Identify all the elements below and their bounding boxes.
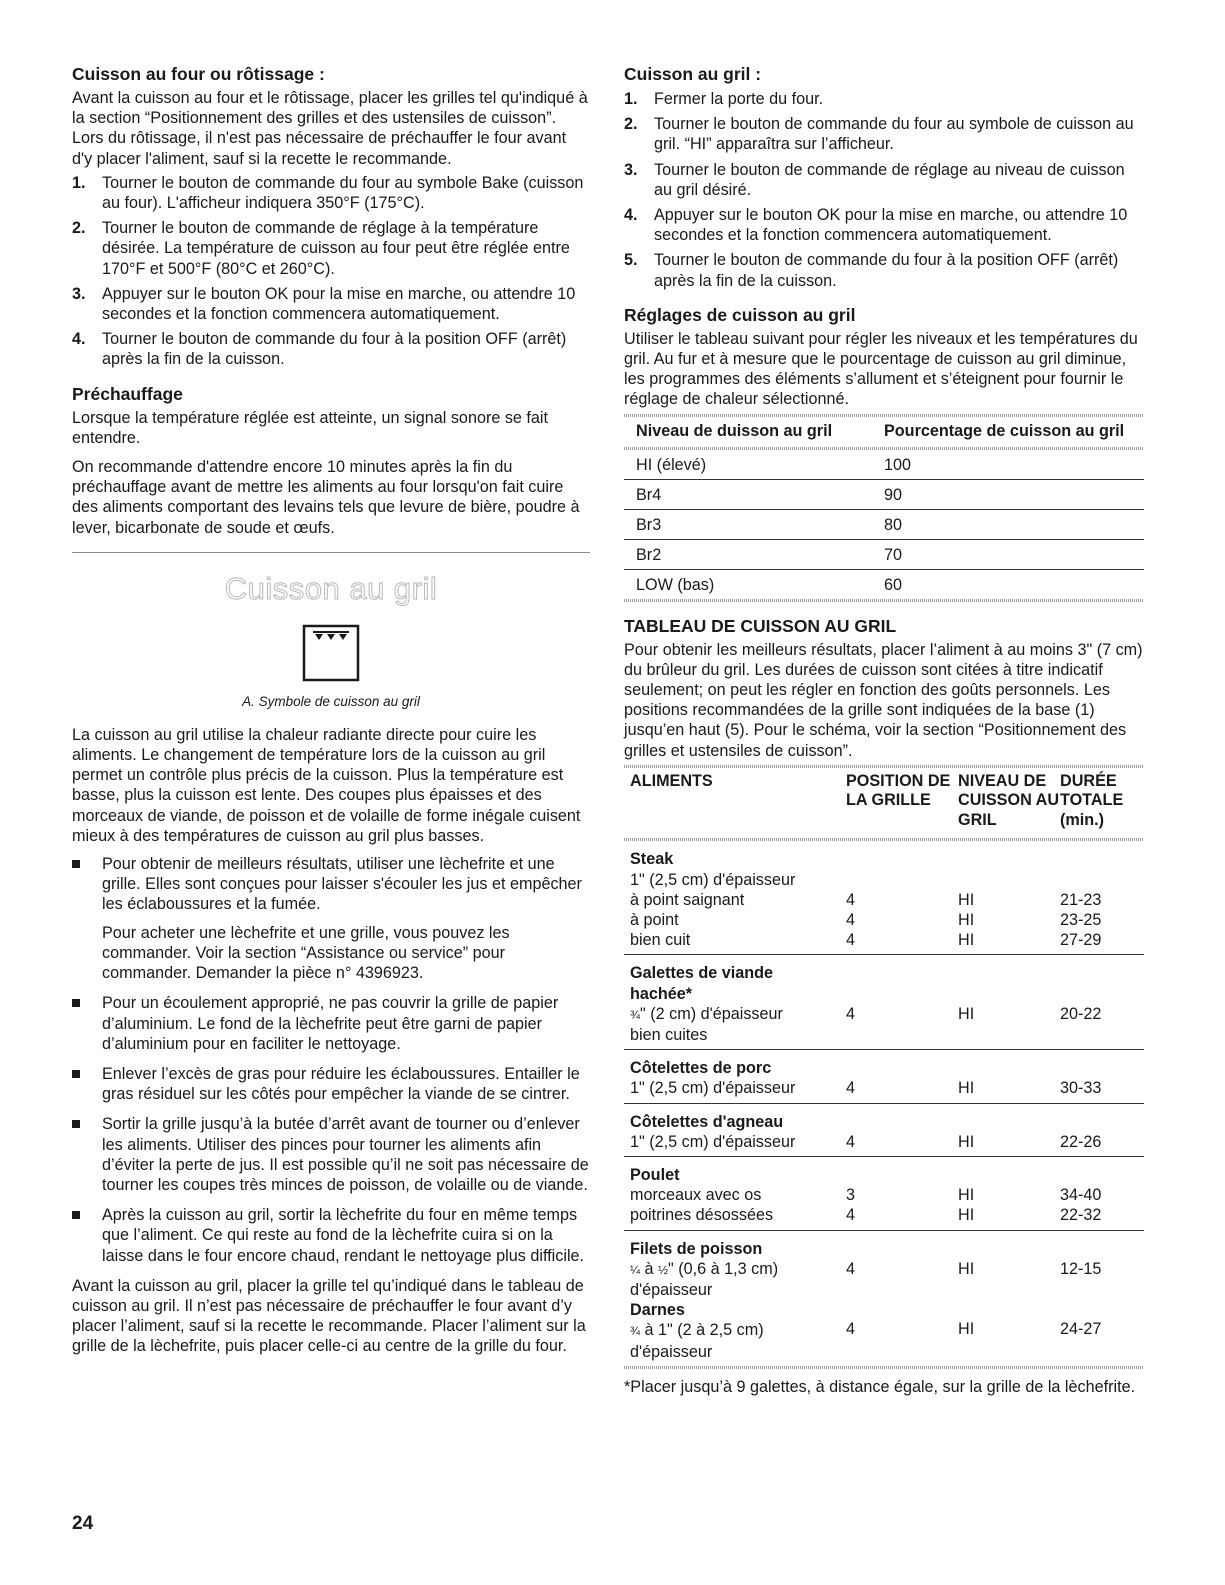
table-row: Filets de poisson ¼ à ½" (0,6 à 1,3 cm) d'épaisseur Darnes ¾ à 1" (2 à 2,5 cm) d'épaisseur 4 4 HI HI 12-15 24-27 — [630, 1239, 1102, 1361]
bullet-square-icon — [72, 999, 80, 1007]
broil-settings-table — [624, 417, 1144, 447]
preheat-p1: Lorsque la température réglée est atteinte, un signal sonore se fait entendre. — [72, 408, 549, 447]
left-column — [72, 64, 590, 1357]
bullet-square-icon — [72, 1070, 80, 1078]
settings-heading: Réglages de cuisson au gril — [624, 304, 856, 325]
table-bottom-rule — [624, 599, 1144, 602]
table-row: Br4 90 — [624, 479, 1144, 509]
preheat-heading: Préchauffage — [72, 383, 183, 404]
bullet-square-icon — [72, 1211, 80, 1219]
tip-item: Après la cuisson au gril, sortir la lèchefrite du four en même temps que l’aliment. Ce qui reste au fond de la lèchefrite cuira si on la laisse dans le four encore chaud, rendant le nettoyage plus difficile. — [72, 1205, 590, 1266]
tip-item: Pour obtenir de meilleurs résultats, utiliser une lèchefrite et une grille. Elles sont conçues pour laisser s'écouler les jus et empêcher les éclaboussures et la fumée. Pour acheter une lèchefrite et une grille, vous pouvez les commander. Voir la section “Assistance ou service” pour commander. Demander la pièce n° 4396923. — [72, 854, 590, 983]
table-row: LOW (bas) 60 — [636, 575, 903, 594]
table-header-row — [624, 768, 1144, 839]
broil-symbol-icon — [299, 621, 363, 685]
column-header-food: ALIMENTS — [630, 771, 713, 790]
table-row: Br3 80 — [624, 509, 1144, 539]
section-divider — [72, 552, 590, 553]
page-number: 24 — [72, 1513, 94, 1534]
broil-chart-table — [624, 768, 1144, 839]
broiling-step: 3. Tourner le bouton de commande de réglage au niveau de cuisson au gril désiré. — [624, 160, 1125, 199]
broil-intro: La cuisson au gril utilise la chaleur radiante directe pour cuire les aliments. Le changement de température lors de la cuisson au gril permet un contrôle plus précis de la cuisson. Plus la température est basse, plus la cuisson est lente. Des coupes plus épaisses et des morceaux de viande, de poisson et de volaille de forme inégale cuisent mieux à des températures de cuisson au gril plus basses. — [72, 725, 581, 845]
table-row: HI (élevé) 100 — [624, 450, 1144, 480]
bullet-square-icon — [72, 860, 80, 868]
baking-step: 3. Appuyer sur le bouton OK pour la mise en marche, ou attendre 10 secondes et la fonction commencera automatiquement. — [72, 284, 576, 324]
broiling-step: 2. Tourner le bouton de commande du four au symbole de cuisson au gril. “HI” apparaîtra sur l’afficheur. — [624, 115, 1134, 154]
table-header-row — [624, 417, 1144, 447]
baking-step: 2. Tourner le bouton de commande de réglage à la température désirée. La température de cuisson au four peut être réglée entre 170°F et 500°F (80°C et 260°C). — [72, 219, 570, 278]
column-header-level: NIVEAU DE CUISSON AU GRIL — [958, 771, 1060, 829]
baking-intro: Avant la cuisson au four et le rôtissage, placer les grilles tel qu'indiqué à la section “Positionnement des grilles et des ustensiles de cuisson”. Lors du rôtissage, il n'est pas nécessaire de préchauffer le four avant d'y placer l'aliment, sauf si la recette le recommande. — [72, 89, 588, 168]
broil-symbol-figure — [72, 621, 590, 690]
table-row: Galettes de viande hachée* ¾" (2 cm) d'épaisseur bien cuites 4 HI 20-22 — [624, 955, 1144, 1050]
column-header-time: DURÉE TOTALE (min.) — [1060, 771, 1124, 829]
broil-chart-body — [624, 841, 1144, 1365]
table-row: Steak 1" (2,5 cm) d'épaisseur à point saignant à point bien cuit 4 4 4 HI HI HI 21-23 23-25 27-29 — [624, 841, 1144, 955]
broiling-heading: Cuisson au gril : — [624, 64, 762, 84]
right-column — [624, 64, 1144, 1397]
bullet-square-icon — [72, 1120, 80, 1128]
tip-item: Sortir la grille jusqu’à la butée d’arrêt avant de tourner ou d’enlever les aliments. Utiliser des pinces pour tourner les aliments afin d’éviter la perte de jus. Il est possible qu’il ne soit pas nécessaire de tourner les coupes très minces de poisson, de volaille ou de viande. — [72, 1114, 590, 1195]
broil-chart-heading: TABLEAU DE CUISSON AU GRIL — [624, 615, 897, 636]
column-header: Niveau de duisson au gril — [636, 421, 833, 440]
baking-heading: Cuisson au four ou rôtissage : — [72, 64, 325, 84]
broil-outro: Avant la cuisson au gril, placer la grille tel qu’indiqué dans le tableau de cuisson au gril. Il n’est pas nécessaire de préchauffer le four avant d’y placer l’aliment, sauf si la recette le recommande. Placer l’aliment sur la grille de la lèchefrite, puis placer celle-ci au centre de la grille du four. — [72, 1276, 586, 1356]
baking-step: 4. Tourner le bouton de commande du four à la position OFF (arrêt) après la fin de la cuisson. — [72, 330, 567, 369]
table-row: Br2 70 — [624, 539, 1144, 569]
broil-symbol-caption: A. Symbole de cuisson au gril — [242, 693, 420, 709]
settings-intro: Utiliser le tableau suivant pour régler les niveaux et les températures du gril. Au fur et à mesure que le pourcentage de cuisson au gril diminue, les programmes des éléments s’allument et s’éteignent pour fournir le réglage de chaleur sélectionné. — [624, 329, 1138, 409]
broil-section-title: Cuisson au gril — [224, 570, 438, 606]
baking-steps — [72, 173, 590, 370]
baking-step: 1. Tourner le bouton de commande du four au symbole Bake (cuisson au four). L'afficheur indiquera 350°F (175°C). — [72, 173, 584, 213]
broiling-step: 5. Tourner le bouton de commande du four à la position OFF (arrêt) après la fin de la cuisson. — [624, 251, 1119, 290]
broiling-step: 4. Appuyer sur le bouton OK pour la mise en marche, ou attendre 10 secondes et la fonction commencera automatiquement. — [624, 206, 1128, 245]
preheat-p2: On recommande d'attendre encore 10 minutes après la fin du préchauffage avant de mettre les aliments au four lorsqu'on fait cuire des aliments comportant des levains tels que levure de bière, poudre à lever, bicarbonate de soude et œufs. — [72, 458, 580, 537]
table-row: Poulet morceaux avec os poitrines désossées 3 4 HI HI 34-40 22-32 — [624, 1157, 1144, 1231]
tip-item: Enlever l’excès de gras pour réduire les éclaboussures. Entailler le gras résiduel sur les côtés pour empêcher la viande de se cintrer. — [72, 1064, 590, 1104]
chart-bottom-rule — [624, 1366, 1144, 1369]
broil-settings-body — [624, 450, 1144, 599]
table-row: Côtelettes d'agneau 1" (2,5 cm) d'épaisseur 4 HI 22-26 — [624, 1103, 1144, 1156]
broiling-step: 1. Fermer la porte du four. — [624, 90, 824, 108]
broil-chart-intro: Pour obtenir les meilleurs résultats, placer l’aliment à au moins 3" (7 cm) du brûleur du gril. Les durées de cuisson sont citées à titre indicatif seulement; on peut les régler en fonction des goûts personnels. Les positions recommandées de la grille sont indiquées de la base (1) jusqu’en haut (5). Pour le schéma, voir la section “Positionnement des grilles et ustensiles de cuisson”. — [624, 640, 1143, 760]
broil-chart-footnote: *Placer jusqu’à 9 galettes, à distance égale, sur la grille de la lèchefrite. — [624, 1377, 1136, 1396]
column-header-position: POSITION DE LA GRILLE — [846, 771, 951, 810]
broil-tips — [72, 854, 590, 1266]
broiling-steps — [624, 89, 1144, 291]
table-row: Côtelettes de porc 1" (2,5 cm) d'épaisseur 4 HI 30-33 — [624, 1050, 1144, 1103]
tip-item: Pour un écoulement approprié, ne pas couvrir la grille de papier d’aluminium. Le fond de la lèchefrite peut être garni de papier d’aluminium pour en faciliter le nettoyage. — [72, 993, 590, 1054]
column-header: Pourcentage de cuisson au gril — [884, 421, 1125, 440]
